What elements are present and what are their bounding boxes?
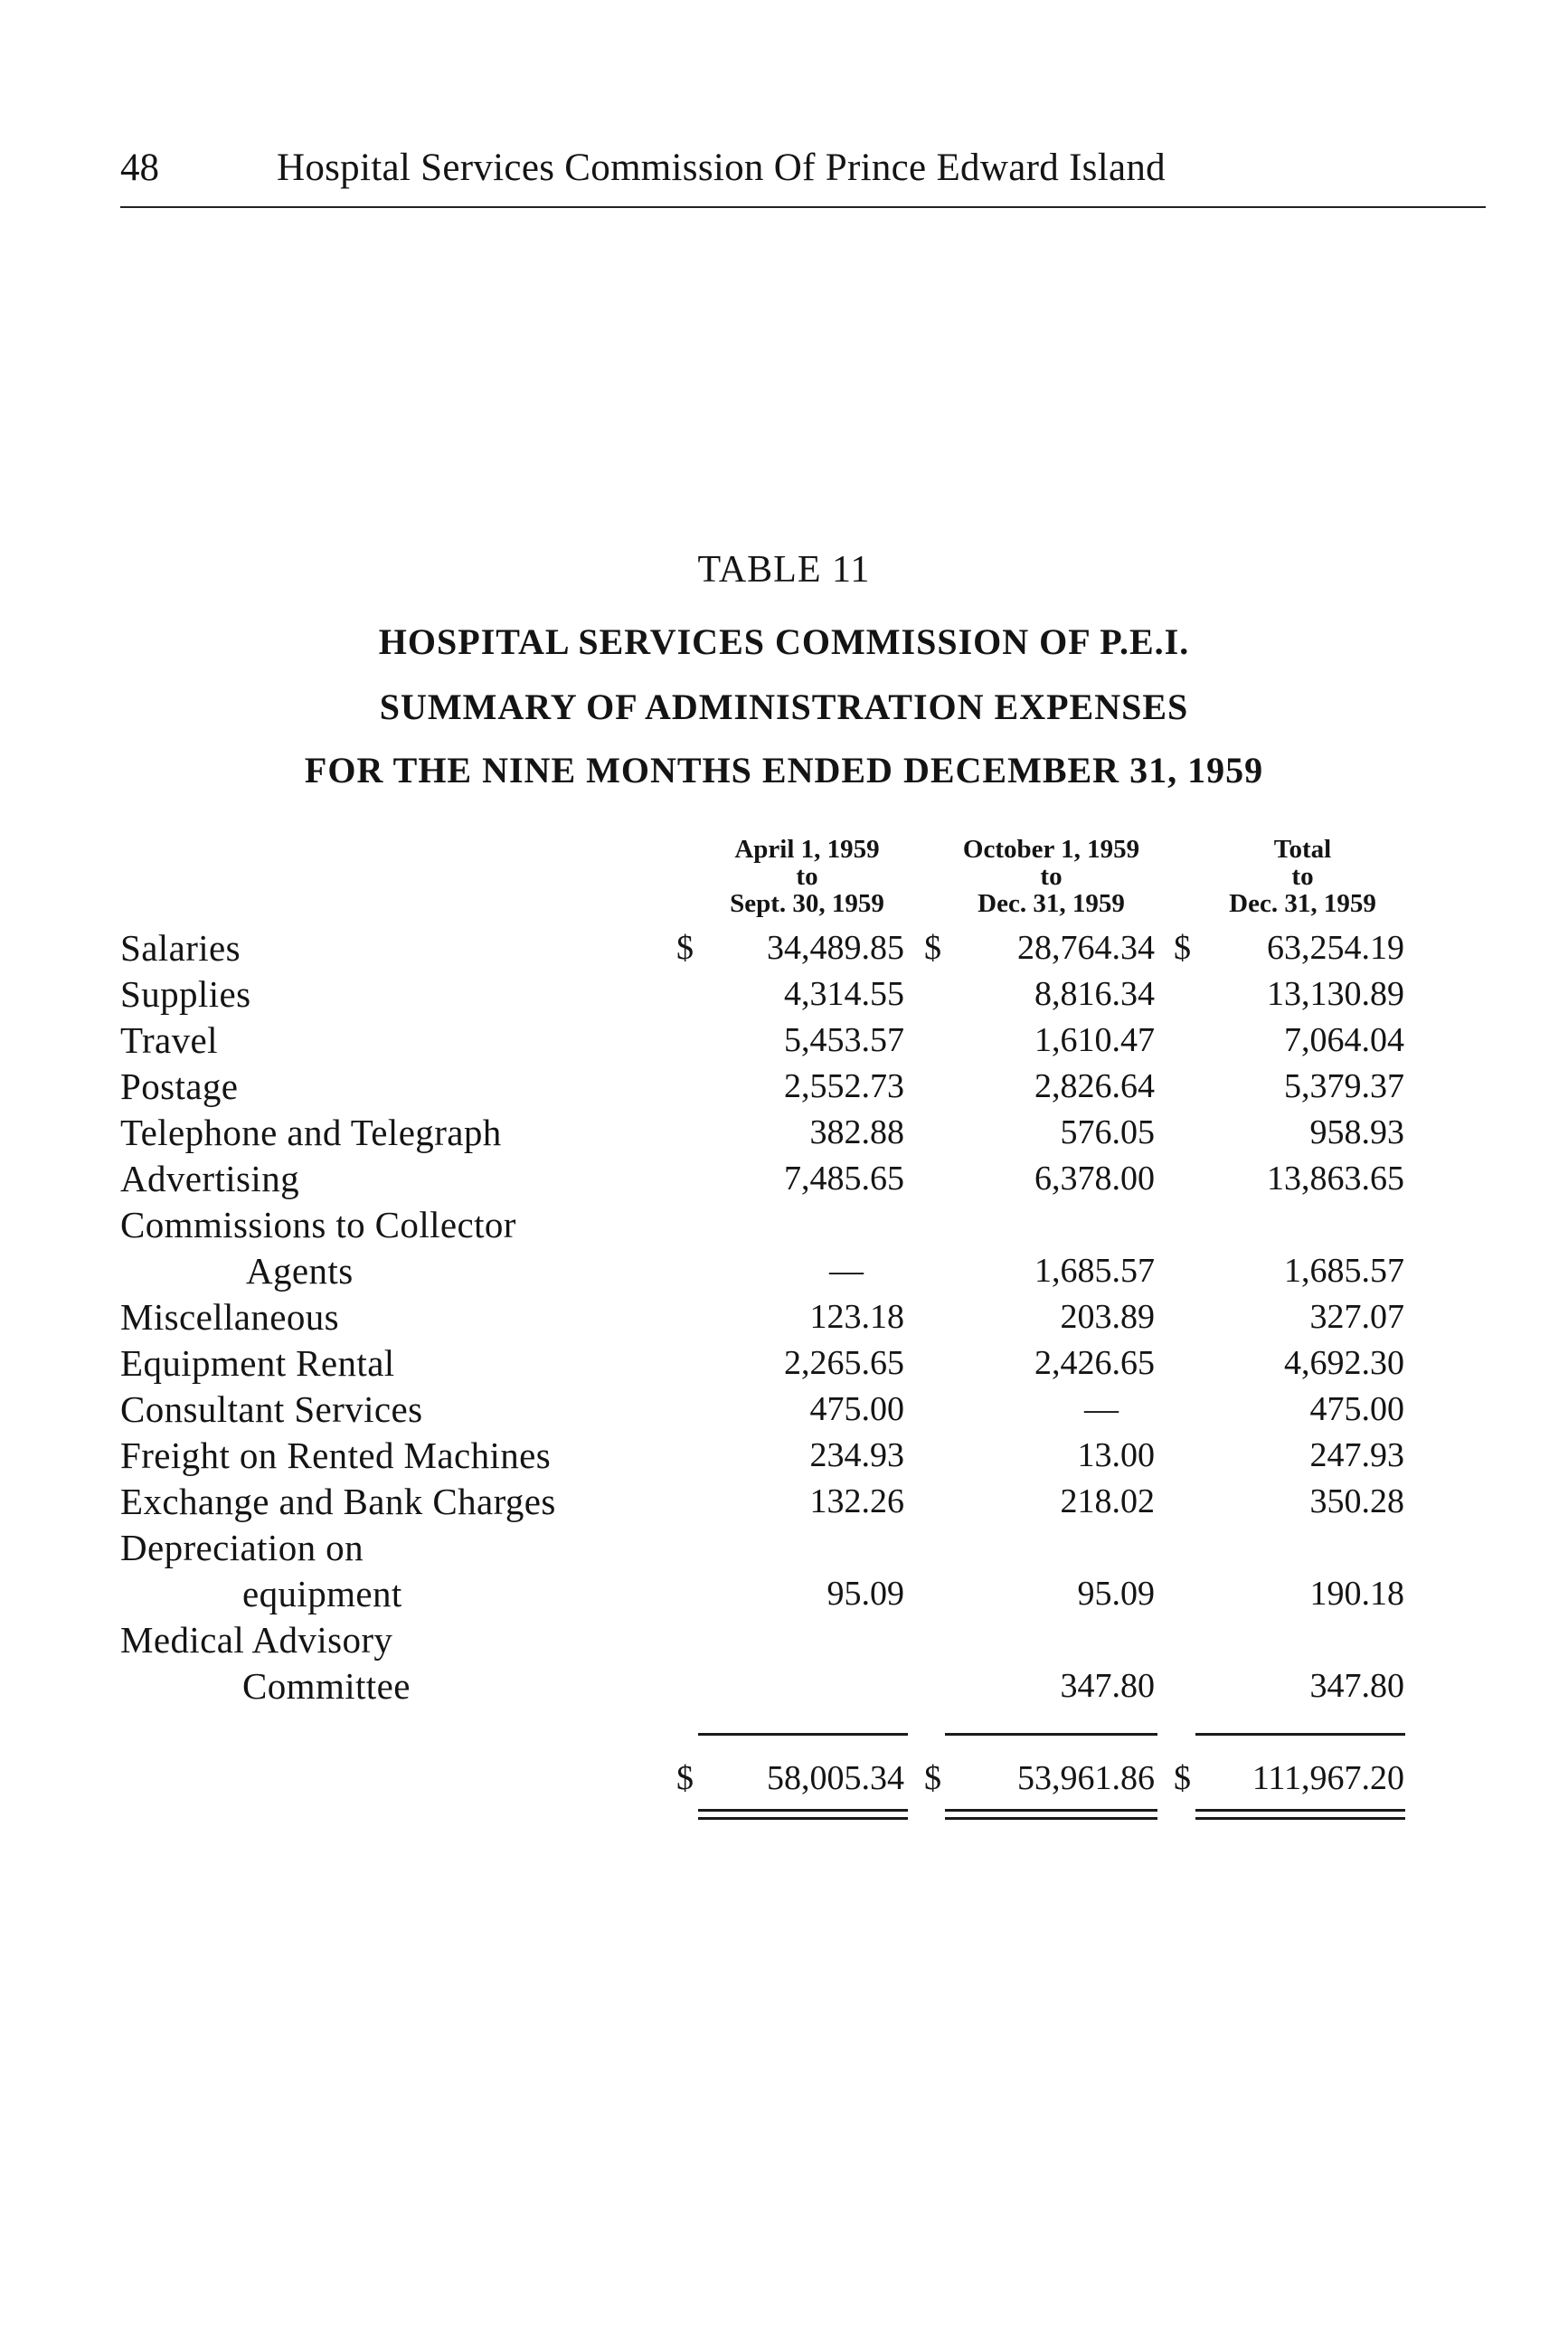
total-double-rule [698,1809,908,1820]
row-label: Freight on Rented Machines [120,1434,552,1476]
total-cell: 58,005.34 [767,1759,904,1797]
table-cell: 34,489.85 [767,929,904,967]
table-cell: 4,314.55 [784,975,904,1013]
table-cell: 1,685.57 [1034,1252,1155,1290]
table-title-line-1: HOSPITAL SERVICES COMMISSION OF P.E.I. [378,621,1190,662]
row-label: Depreciation on [120,1527,364,1568]
running-title: Hospital Services Commission Of Prince Edward Island [277,147,1166,189]
row-label-continued: Committee [242,1665,411,1707]
table-cell: 5,453.57 [784,1021,904,1059]
table-cell: 234.93 [809,1436,904,1474]
row-label: Miscellaneous [120,1296,340,1338]
table-cell: 958.93 [1309,1113,1404,1151]
column-header-line: October 1, 1959 [962,835,1140,864]
table-cell: 28,764.34 [1017,929,1155,967]
currency-symbol: $ [676,1759,694,1797]
table-cell: 95.09 [1077,1575,1155,1613]
currency-symbol: $ [924,1759,941,1797]
row-label: Travel [120,1019,218,1061]
table-cell: 382.88 [809,1113,904,1151]
column-header-first-period [687,836,927,917]
table-cell: 247.93 [1309,1436,1404,1474]
row-label: Salaries [120,927,241,969]
table-title-line-2: SUMMARY OF ADMINISTRATION EXPENSES [379,686,1189,727]
total-cell: 53,961.86 [1017,1759,1155,1797]
table-cell: 475.00 [1309,1390,1404,1428]
table-cell: 8,816.34 [1034,975,1155,1013]
table-cell: 132.26 [809,1482,904,1520]
column-header-total [1192,836,1413,917]
currency-symbol: $ [924,929,941,967]
table-cell: 347.80 [1060,1667,1155,1705]
table-cell: 347.80 [1309,1667,1404,1705]
table-cell: 7,064.04 [1284,1021,1404,1059]
column-header-line: April 1, 1959 [734,835,880,864]
table-cell: 218.02 [1060,1482,1155,1520]
table-cell: — [829,1252,864,1290]
table-cell: 63,254.19 [1267,929,1404,967]
column-header-second-period [927,836,1176,917]
column-header-line: Dec. 31, 1959 [1229,889,1376,918]
row-label: Postage [120,1065,239,1107]
table-cell: 1,685.57 [1284,1252,1404,1290]
row-label: Exchange and Bank Charges [120,1481,556,1522]
table-cell: 6,378.00 [1034,1160,1155,1198]
table-cell: 190.18 [1309,1575,1404,1613]
table-cell: 95.09 [827,1575,904,1613]
row-label: Supplies [120,973,251,1015]
table-cell: 203.89 [1060,1298,1155,1336]
currency-symbol: $ [1174,929,1191,967]
row-label: Commissions to Collector [120,1204,516,1245]
table-cell: 13.00 [1077,1436,1155,1474]
table-cell: 123.18 [809,1298,904,1336]
column-header-line: Sept. 30, 1959 [730,889,884,918]
column-header-line: to [796,862,818,891]
table-cell: 327.07 [1309,1298,1404,1336]
total-double-rule [945,1809,1157,1820]
column-header-line: to [1291,862,1314,891]
page-number: 48 [120,147,159,189]
table-cell: 13,863.65 [1267,1160,1404,1198]
table-cell: 576.05 [1060,1113,1155,1151]
table-cell: 13,130.89 [1267,975,1404,1013]
row-label-continued: equipment [242,1573,402,1614]
total-cell: 111,967.20 [1252,1759,1404,1797]
table-cell: 1,610.47 [1034,1021,1155,1059]
subtotal-rule [1195,1733,1405,1736]
table-cell: 2,826.64 [1034,1067,1155,1105]
row-label: Medical Advisory [120,1619,393,1661]
header-divider [120,206,1486,208]
row-label: Equipment Rental [120,1342,395,1384]
table-cell: 4,692.30 [1284,1344,1404,1382]
table-cell: 350.28 [1309,1482,1404,1520]
table-title-line-3: FOR THE NINE MONTHS ENDED DECEMBER 31, 1959 [304,750,1264,791]
table-cell: 2,426.65 [1034,1344,1155,1382]
row-label: Advertising [120,1158,299,1199]
table-cell: 2,552.73 [784,1067,904,1105]
total-double-rule [1195,1809,1405,1820]
row-label-continued: Agents [246,1250,354,1292]
table-number: TABLE 11 [697,549,871,591]
table-cell: 7,485.65 [784,1160,904,1198]
subtotal-rule [698,1733,908,1736]
currency-symbol: $ [1174,1759,1191,1797]
column-header-line: to [1040,862,1063,891]
subtotal-rule [945,1733,1157,1736]
table-cell: 5,379.37 [1284,1067,1404,1105]
row-label: Telephone and Telegraph [120,1112,502,1153]
table-cell: — [1084,1390,1119,1428]
column-header-line: Total [1273,835,1332,864]
table-cell: 475.00 [809,1390,904,1428]
table-cell: 2,265.65 [784,1344,904,1382]
column-header-line: Dec. 31, 1959 [978,889,1125,918]
currency-symbol: $ [676,929,694,967]
row-label: Consultant Services [120,1388,423,1430]
